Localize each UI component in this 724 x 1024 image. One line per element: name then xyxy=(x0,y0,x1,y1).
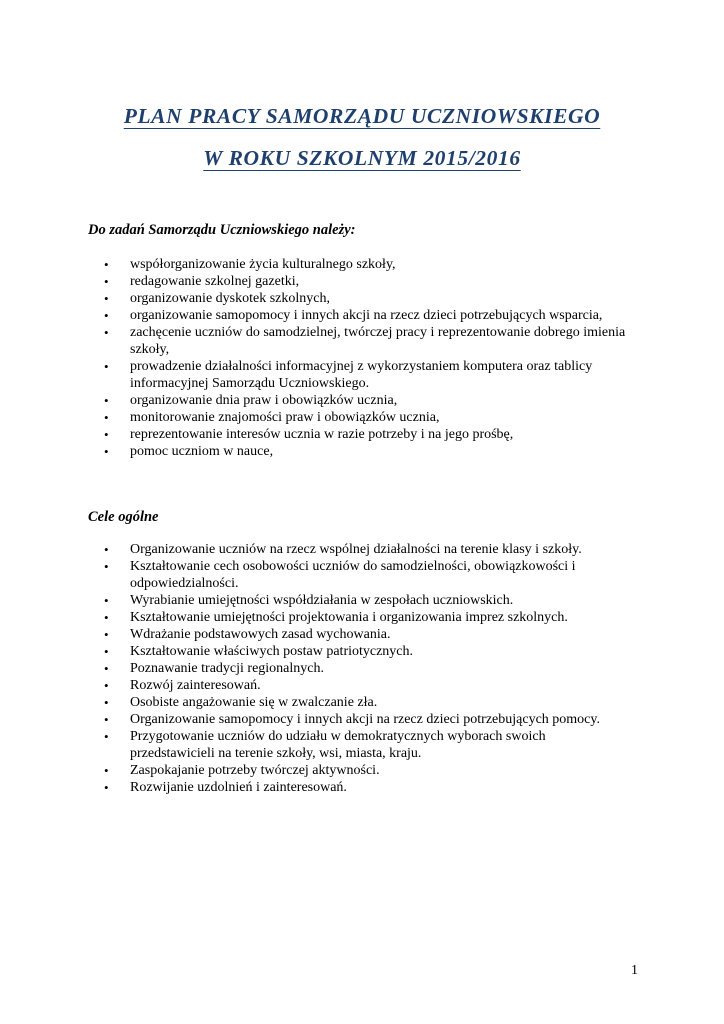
bullet-icon: • xyxy=(104,661,109,676)
document-title-line-1: PLAN PRACY SAMORZĄDU UCZNIOWSKIEGO xyxy=(123,104,601,128)
list-item-text: Rozwój zainteresowań. xyxy=(130,678,261,693)
bullet-icon: • xyxy=(104,610,109,625)
list-item xyxy=(0,273,630,290)
list-item xyxy=(0,779,610,796)
bullet-icon: • xyxy=(104,444,109,459)
bullet-icon: • xyxy=(104,559,109,574)
list-item-text: Rozwijanie uzdolnień i zainteresowań. xyxy=(130,780,347,795)
section-heading-goals: Cele ogólne xyxy=(88,509,159,525)
list-item-text: Wyrabianie umiejętności współdziałania w zespołach uczniowskich. xyxy=(130,593,514,608)
bullet-icon: • xyxy=(104,308,109,323)
document-title-line-2: W ROKU SZKOLNYM 2015/2016 xyxy=(203,146,521,170)
list-item-text: Poznawanie tradycji regionalnych. xyxy=(130,661,324,676)
list-item xyxy=(0,358,630,392)
bullet-icon: • xyxy=(104,257,109,272)
list-item-text: Zaspokajanie potrzeby twórczej aktywności. xyxy=(130,763,380,778)
list-item-text: organizowanie samopomocy i innych akcji na rzecz dzieci potrzebujących wsparcia, xyxy=(130,308,603,323)
list-item-text: redagowanie szkolnej gazetki, xyxy=(130,274,300,289)
bullet-icon: • xyxy=(104,780,109,795)
bullet-icon: • xyxy=(104,291,109,306)
bullet-icon: • xyxy=(104,393,109,408)
list-item-text: prowadzenie działalności informacyjnej z wykorzystaniem komputera oraz tablicy informacyjnej Samorządu Uczniowskiego. xyxy=(130,359,593,391)
list-item xyxy=(0,626,610,643)
list-item-text: Przygotowanie uczniów do udziału w demokratycznych wyborach swoich przedstawicieli na terenie szkoły, wsi, miasta, kraju. xyxy=(130,729,546,761)
bullet-icon: • xyxy=(104,427,109,442)
list-item xyxy=(0,762,610,779)
list-item-text: organizowanie dyskotek szkolnych, xyxy=(130,291,330,306)
bullet-icon: • xyxy=(104,763,109,778)
list-item xyxy=(0,711,610,728)
bullet-icon: • xyxy=(104,644,109,659)
list-item xyxy=(0,660,610,677)
goals-list xyxy=(0,541,724,796)
list-item xyxy=(0,443,630,460)
list-item xyxy=(0,558,610,592)
list-item-text: Wdrażanie podstawowych zasad wychowania. xyxy=(130,627,391,642)
list-item-text: Osobiste angażowanie się w zwalczanie zła. xyxy=(130,695,378,710)
list-item-text: Organizowanie samopomocy i innych akcji na rzecz dzieci potrzebujących pomocy. xyxy=(130,712,600,727)
bullet-icon: • xyxy=(104,542,109,557)
bullet-icon: • xyxy=(104,627,109,642)
tasks-list xyxy=(0,256,724,460)
list-item xyxy=(0,677,610,694)
list-item xyxy=(0,592,610,609)
list-item-text: organizowanie dnia praw i obowiązków ucznia, xyxy=(130,393,398,408)
list-item-text: Organizowanie uczniów na rzecz wspólnej działalności na terenie klasy i szkoły. xyxy=(130,542,582,557)
list-item xyxy=(0,728,610,762)
list-item xyxy=(0,426,630,443)
list-item xyxy=(0,609,610,626)
bullet-icon: • xyxy=(104,678,109,693)
list-item xyxy=(0,290,630,307)
list-item xyxy=(0,409,630,426)
list-item xyxy=(0,256,630,273)
bullet-icon: • xyxy=(104,695,109,710)
bullet-icon: • xyxy=(104,410,109,425)
list-item xyxy=(0,694,610,711)
bullet-icon: • xyxy=(104,325,109,340)
list-item-text: zachęcenie uczniów do samodzielnej, twórczej pracy i reprezentowanie dobrego imienia szkoły, xyxy=(130,325,626,357)
page-number: 1 xyxy=(631,963,638,978)
bullet-icon: • xyxy=(104,359,109,374)
list-item xyxy=(0,541,610,558)
bullet-icon: • xyxy=(104,729,109,744)
list-item-text: pomoc uczniom w nauce, xyxy=(130,444,274,459)
bullet-icon: • xyxy=(104,712,109,727)
list-item xyxy=(0,324,630,358)
section-heading-tasks: Do zadań Samorządu Uczniowskiego należy: xyxy=(88,222,356,238)
list-item-text: Kształtowanie cech osobowości uczniów do samodzielności, obowiązkowości i odpowiedzialności. xyxy=(130,559,576,591)
list-item-text: monitorowanie znajomości praw i obowiązków ucznia, xyxy=(130,410,440,425)
bullet-icon: • xyxy=(104,593,109,608)
list-item-text: reprezentowanie interesów ucznia w razie potrzeby i na jego prośbę, xyxy=(130,427,514,442)
list-item-text: Kształtowanie właściwych postaw patriotycznych. xyxy=(130,644,414,659)
list-item xyxy=(0,392,630,409)
list-item xyxy=(0,307,630,324)
bullet-icon: • xyxy=(104,274,109,289)
list-item-text: Kształtowanie umiejętności projektowania i organizowania imprez szkolnych. xyxy=(130,610,568,625)
list-item-text: współorganizowanie życia kulturalnego szkoły, xyxy=(130,257,396,272)
list-item xyxy=(0,643,610,660)
